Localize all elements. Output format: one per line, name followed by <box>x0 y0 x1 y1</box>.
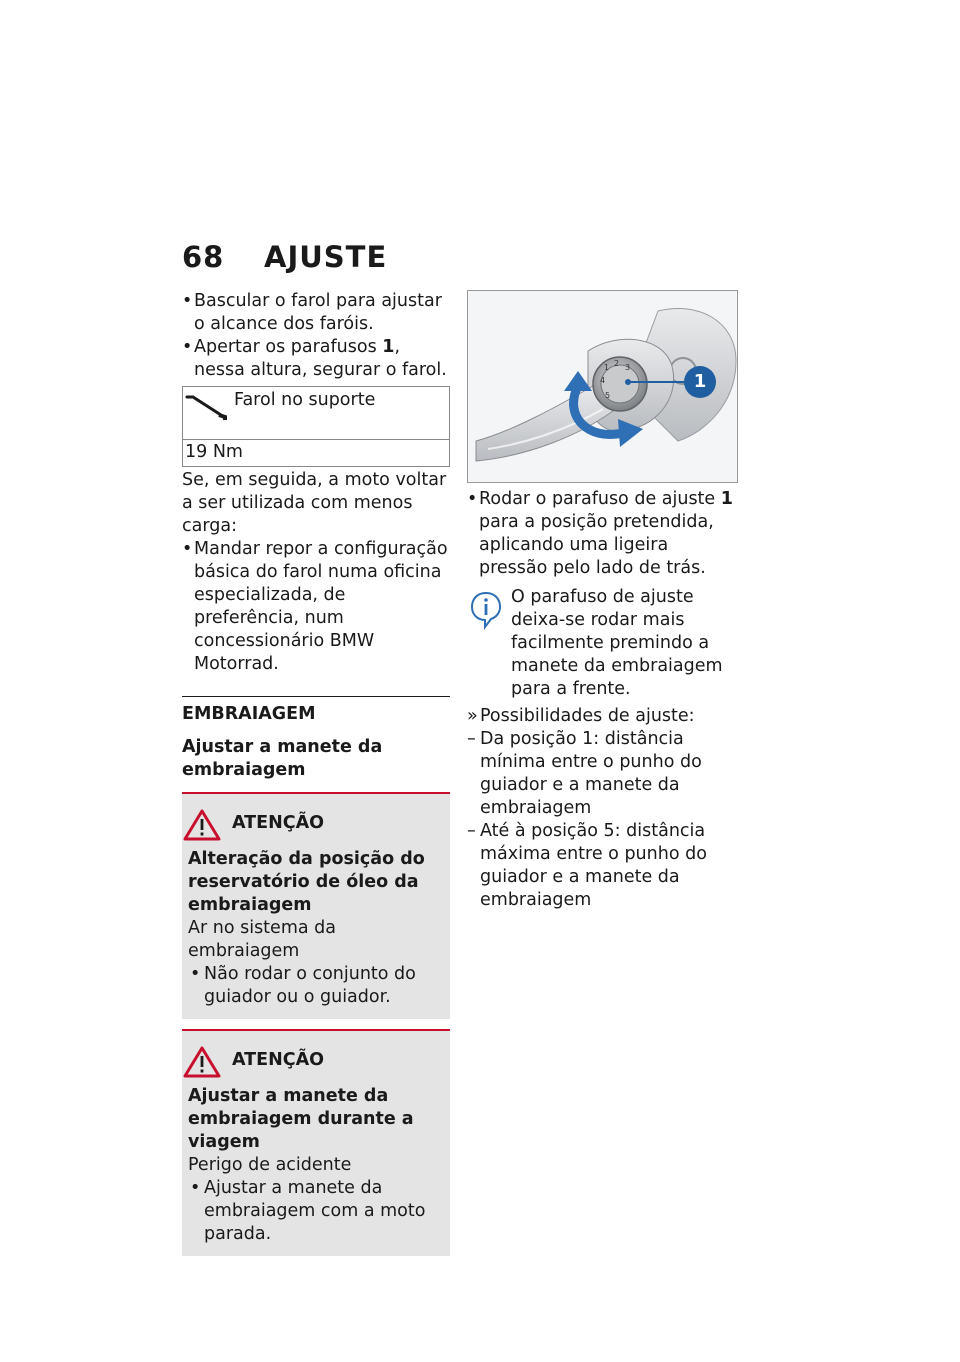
dial-number-2: 2 <box>614 359 620 368</box>
dial-number-1: 1 <box>604 363 610 372</box>
dial-number-5: 5 <box>605 391 611 400</box>
page-number: 68 <box>182 240 225 274</box>
option-position-5: – Até à posição 5: distância máxima entre o punho do guiador e a manete da embraiagem <box>467 820 738 912</box>
step-tighten-screws: • Apertar os parafusos 1, nessa altura, segurar o farol. <box>182 336 450 382</box>
subsection-title: Ajustar a manete da embraiagem <box>182 737 383 780</box>
step-tilt-headlight: • Bascular o farol para ajustar o alcance dos faróis. <box>182 290 450 336</box>
dial-number-4: 4 <box>600 376 606 385</box>
warning-box-reservoir <box>182 792 450 1019</box>
torque-wrench-icon <box>185 393 229 421</box>
info-text: O parafuso de ajuste deixa-se rodar mais facilmente premindo a manete da embraiagem para a frente. <box>511 587 723 699</box>
warning-title: ATENÇÃO <box>232 813 324 833</box>
warning-title: ATENÇÃO <box>232 1050 324 1070</box>
torque-label: Farol no suporte <box>234 390 376 410</box>
option-position-1: – Da posição 1: distância mínima entre o punho do guiador e a manete da embraiagem <box>467 728 738 820</box>
callout-number-1: 1 <box>693 371 707 392</box>
step-reset-basic: • Mandar repor a configuração básica do farol numa oficina especializada, de preferência, num concessionário BMW Motorrad. <box>182 538 450 676</box>
section-title: EMBRAIAGEM <box>182 696 450 726</box>
warning-headline: Ajustar a manete da embraiagem durante a viagem <box>188 1086 414 1152</box>
warning-text: Perigo de acidente <box>188 1155 352 1175</box>
ref-number: 1 <box>720 489 733 509</box>
ref-number: 1 <box>382 337 395 357</box>
step-turn-adjuster: • Rodar o parafuso de ajuste 1 para a posição pretendida, aplicando uma ligeira pressão pelo lado de trás. <box>467 488 738 580</box>
warning-triangle-icon <box>182 808 222 842</box>
torque-table <box>182 386 450 467</box>
info-note <box>467 586 738 701</box>
warning-headline: Alteração da posição do reservatório de óleo da embraiagem <box>188 849 425 915</box>
result-line: » Possibilidades de ajuste: <box>467 705 738 728</box>
left-column <box>182 290 450 1256</box>
warning-text: Ar no sistema da embraiagem <box>188 918 336 961</box>
dial-number-3: 3 <box>625 363 631 372</box>
warning-item: • Ajustar a manete da embraiagem com a moto parada. <box>188 1177 444 1246</box>
torque-value: 19 Nm <box>185 442 243 462</box>
after-torque-text: Se, em seguida, a moto voltar a ser utilizada com menos carga: <box>182 470 447 536</box>
warning-box-riding <box>182 1029 450 1256</box>
page-title: AJUSTE <box>264 240 388 274</box>
info-icon <box>469 590 503 630</box>
right-column <box>467 290 738 912</box>
warning-triangle-icon <box>182 1045 222 1079</box>
warning-item: • Não rodar o conjunto do guiador ou o guiador. <box>188 963 444 1009</box>
page-header <box>182 240 387 274</box>
clutch-lever-figure <box>467 290 738 483</box>
